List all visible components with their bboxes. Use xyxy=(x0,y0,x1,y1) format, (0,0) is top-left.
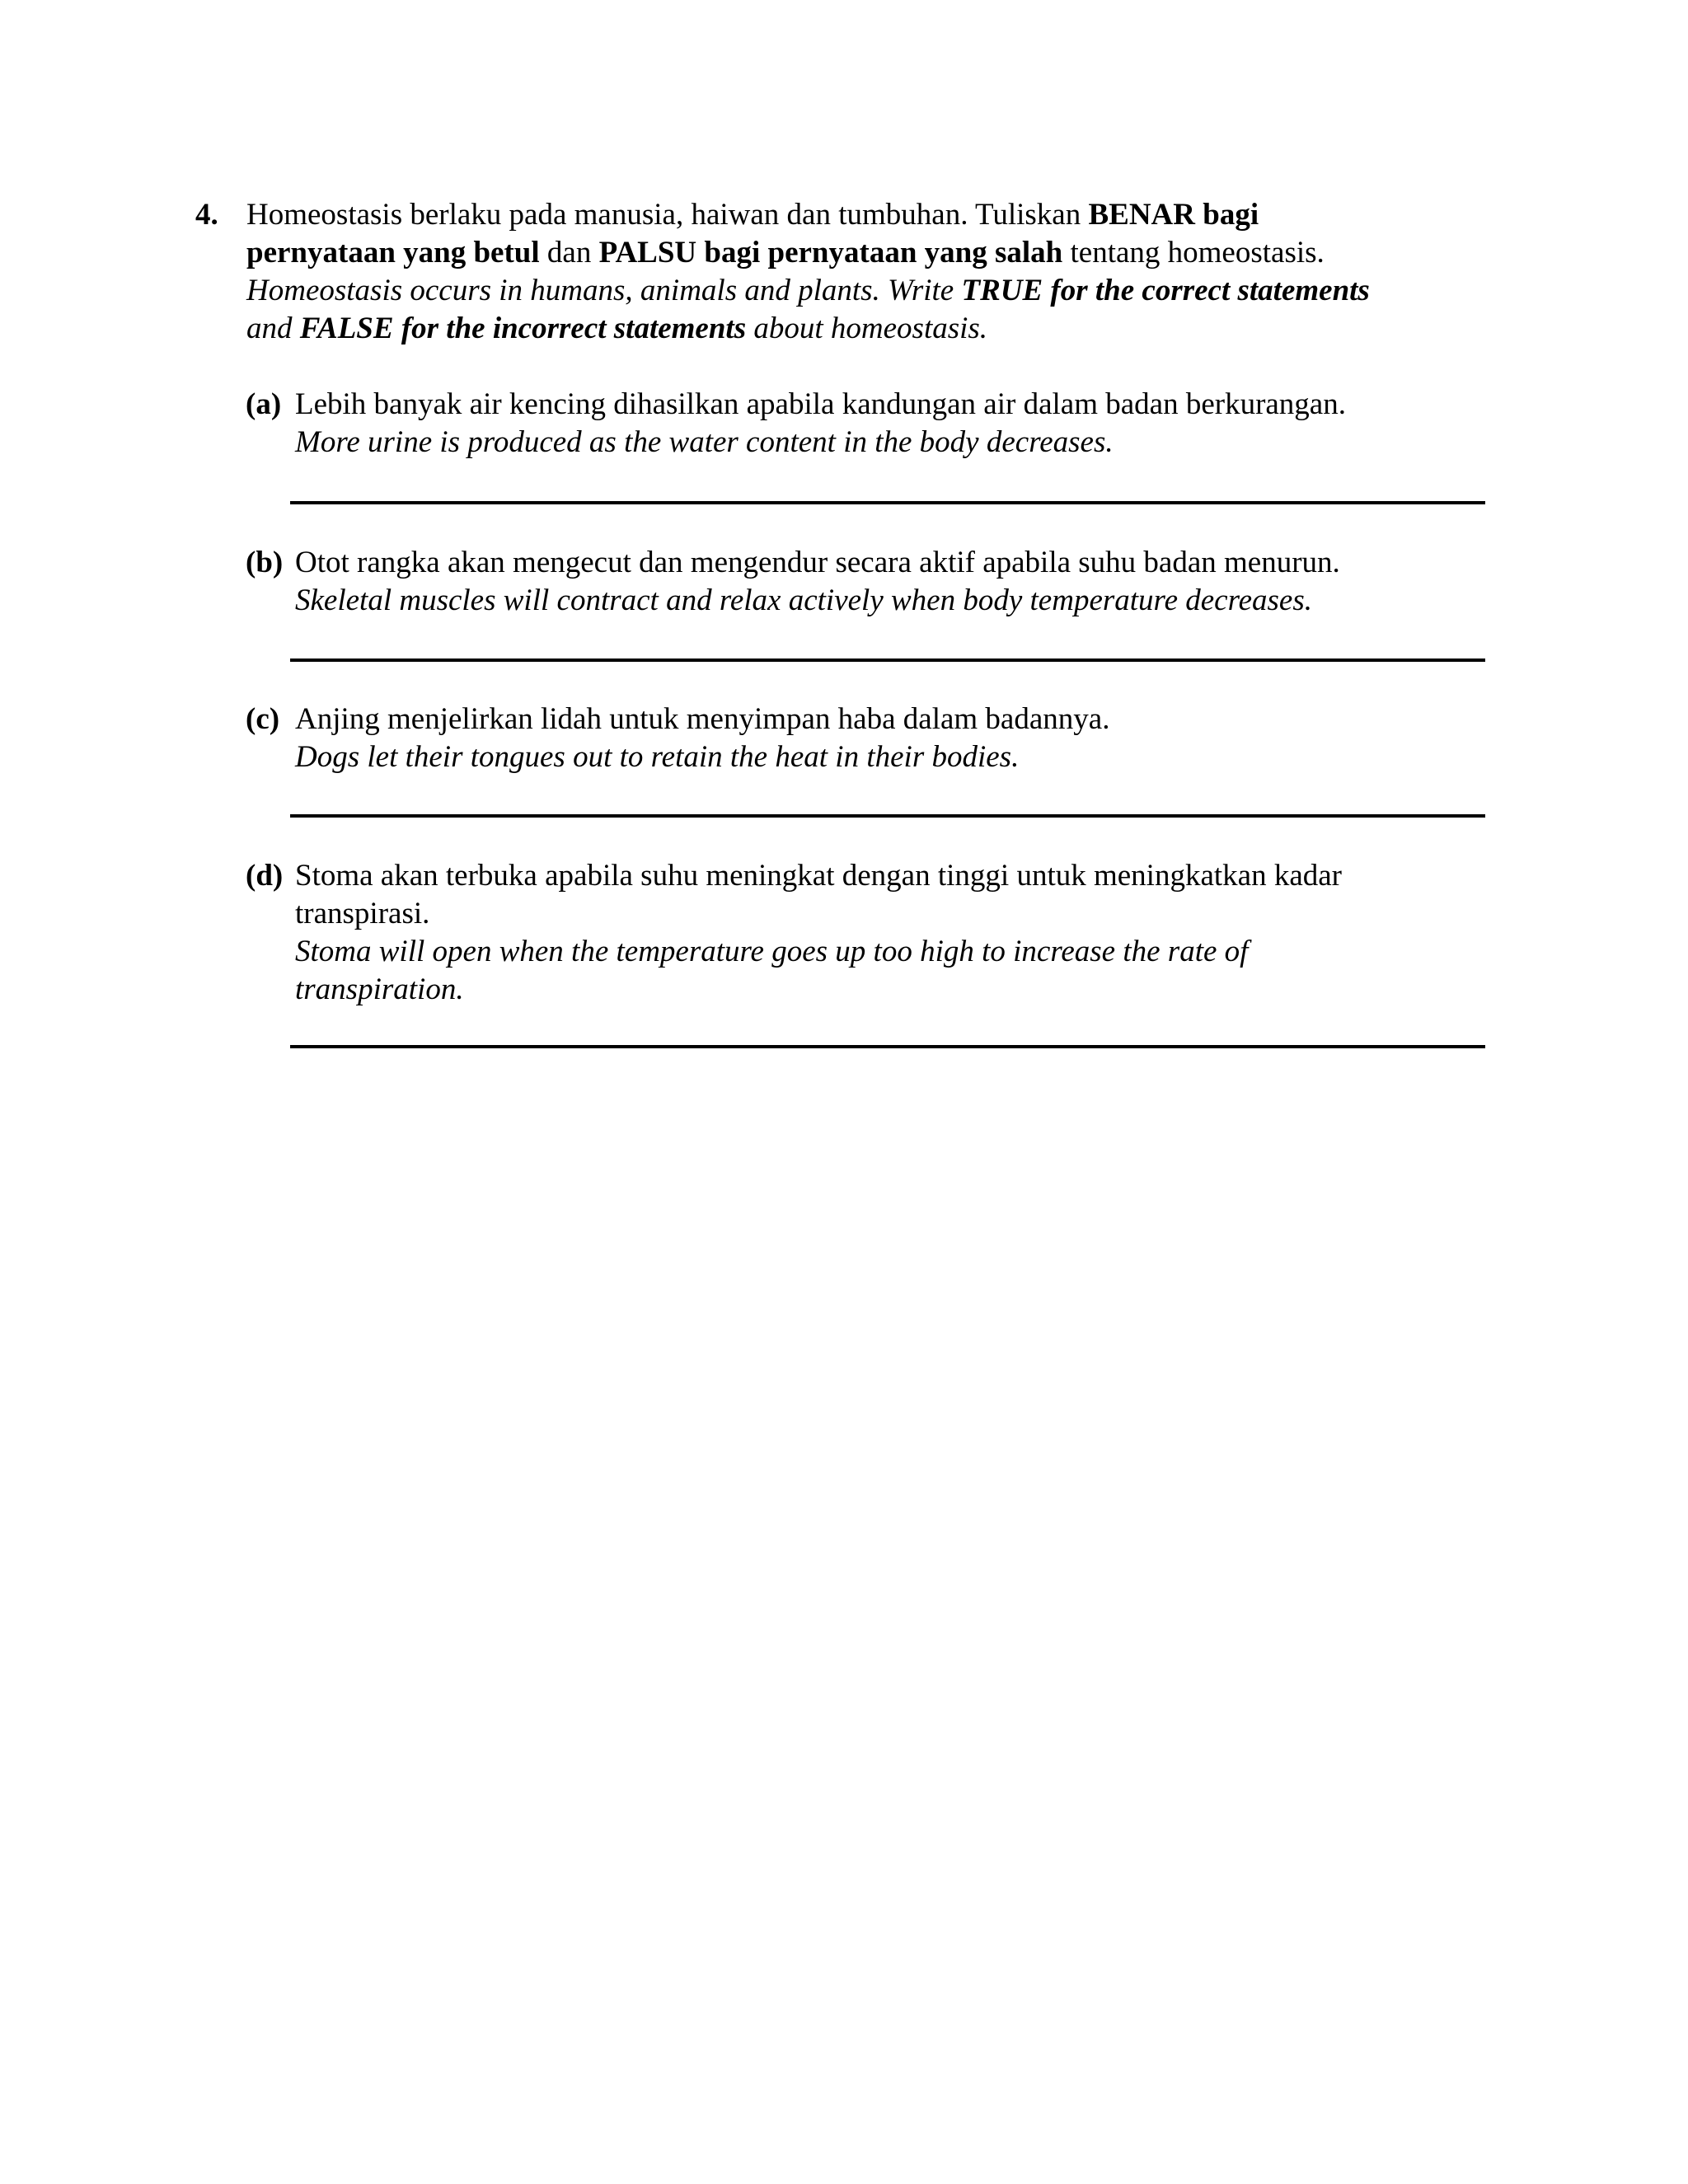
stem-english-line-2 xyxy=(246,310,1499,348)
stem-bold-text: BENAR bagi xyxy=(1088,198,1259,232)
question-number: 4. xyxy=(195,198,218,232)
stem-bold-text: PALSU bagi pernyataan yang salah xyxy=(598,236,1063,269)
sub-question-label: (b) xyxy=(246,546,284,579)
statement-english: Skeletal muscles will contract and relax actively when body temperature decreases. xyxy=(295,583,1313,617)
statement-malay: Lebih banyak air kencing dihasilkan apabila kandungan air dalam badan berkurangan. xyxy=(295,387,1346,421)
statement-malay: Anjing menjelirkan lidah untuk menyimpan haba dalam badannya. xyxy=(295,702,1110,736)
statement-english: Dogs let their tongues out to retain the heat in their bodies. xyxy=(295,740,1020,774)
question-stem xyxy=(246,196,1499,348)
stem-bold-text: FALSE for the incorrect statements xyxy=(299,312,747,345)
stem-text: Homeostasis occurs in humans, animals and plants. Write xyxy=(246,274,962,307)
stem-english-line-1 xyxy=(246,272,1499,310)
sub-question-body xyxy=(295,386,1482,462)
statement-english: More urine is produced as the water content in the body decreases. xyxy=(295,425,1114,459)
stem-text: about homeostasis. xyxy=(746,312,988,345)
statement-malay: transpirasi. xyxy=(295,897,430,930)
stem-bold-text: TRUE for the correct statements xyxy=(961,274,1370,307)
stem-text: and xyxy=(246,312,300,345)
stem-malay-line-1 xyxy=(246,196,1499,234)
answer-line-d[interactable] xyxy=(290,1045,1485,1048)
answer-line-b[interactable] xyxy=(290,658,1485,662)
sub-question-body xyxy=(295,701,1482,776)
stem-text: Homeostasis berlaku pada manusia, haiwan dan tumbuhan. Tuliskan xyxy=(246,198,1089,232)
statement-english: Stoma will open when the temperature goes up too high to increase the rate of xyxy=(295,935,1249,968)
sub-question-label: (c) xyxy=(246,702,280,736)
sub-question-label: (d) xyxy=(246,859,284,893)
stem-malay-line-2 xyxy=(246,234,1499,272)
sub-question-body xyxy=(295,544,1482,620)
stem-text: dan xyxy=(539,236,599,269)
stem-bold-text: pernyataan yang betul xyxy=(246,236,540,269)
sub-question-body xyxy=(295,857,1482,1009)
statement-malay: Otot rangka akan mengecut dan mengendur secara aktif apabila suhu badan menurun. xyxy=(295,546,1340,579)
statement-malay: Stoma akan terbuka apabila suhu meningkat dengan tinggi untuk meningkatkan kadar xyxy=(295,859,1342,893)
sub-question-label: (a) xyxy=(246,387,282,421)
answer-line-a[interactable] xyxy=(290,501,1485,504)
statement-english: transpiration. xyxy=(295,972,464,1006)
stem-text: tentang homeostasis. xyxy=(1062,236,1325,269)
answer-line-c[interactable] xyxy=(290,814,1485,818)
